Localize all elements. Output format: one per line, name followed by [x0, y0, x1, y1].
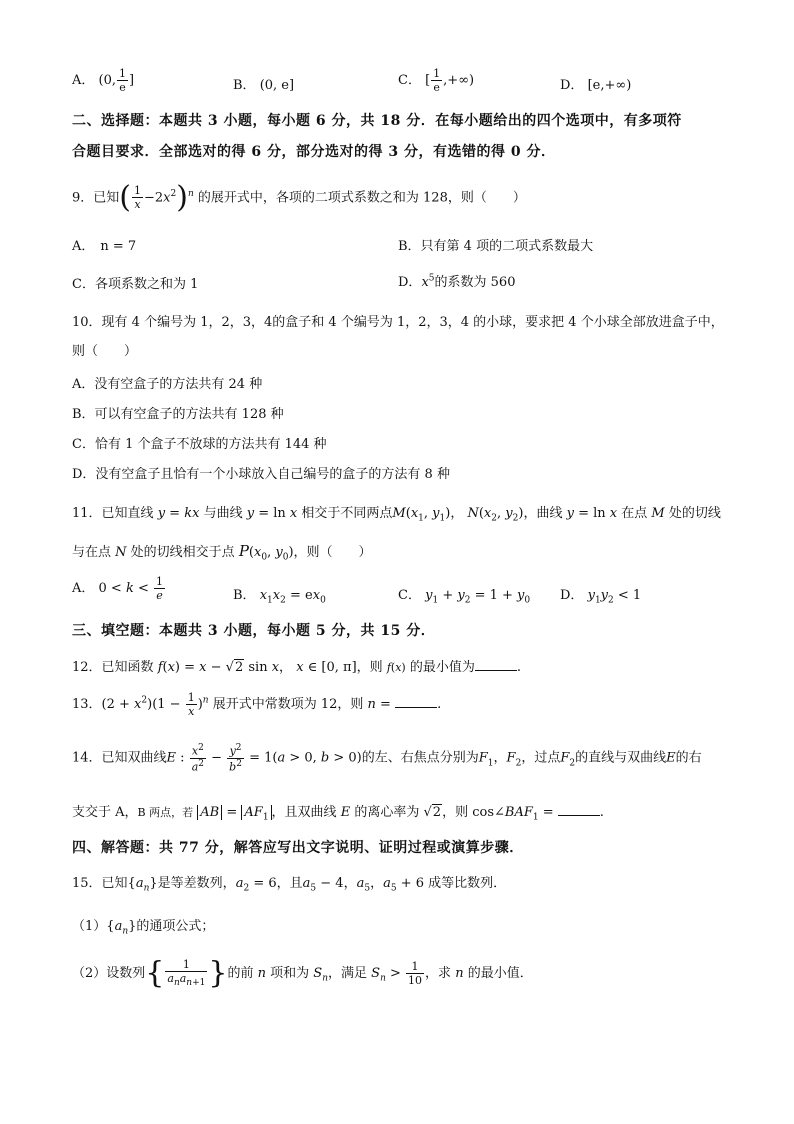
q10-option-d: D．没有空盒子且恰有一个小球放入自己编号的盒子的方法有 8 种 — [72, 467, 450, 482]
answer-blank[interactable] — [395, 695, 437, 708]
text: 支交于 A， — [72, 805, 138, 820]
text: 在点 — [621, 506, 648, 521]
text: 的直线与双曲线 — [575, 750, 667, 766]
text: 的最小值． — [467, 966, 533, 981]
option-label: B． — [233, 588, 256, 603]
text: 处的切线相交于点 — [130, 545, 235, 560]
text: 成等比数列． — [428, 876, 507, 891]
text: 相交于不同两点 — [301, 506, 393, 521]
option-b-prev: B． (0, e] — [233, 78, 295, 93]
text: 的前 — [227, 966, 254, 981]
q11-option-c: C． $y_1 + y_2 = 1 + y_0$ — [398, 588, 531, 606]
text: 项和为 — [270, 966, 310, 981]
option-label: A． — [72, 239, 95, 254]
text: ，过点 — [521, 750, 561, 766]
section3-header: 三、填空题：本题共 3 小题，每小题 5 分，共 15 分． — [72, 623, 436, 639]
fraction: $\frac{1}{e}$ — [119, 67, 126, 94]
option-c-prev: C． [ $\frac{1}{e}$ ,+∞) — [398, 67, 475, 94]
q9-prefix: 9．已知 — [72, 190, 120, 206]
text: ，且双曲线 — [271, 805, 337, 820]
text: 是等差数列， — [157, 876, 236, 891]
text: 的左、右焦点分别为 — [361, 750, 479, 766]
question-12: 12．已知函数 f(x) = x − √2 sin x， x ∈ [0, π]，则 f(x) 的最小值为 . — [72, 660, 522, 675]
text: ，则（ ） — [293, 545, 372, 560]
text: ，则 — [442, 805, 469, 820]
text: 15．已知 — [72, 876, 128, 891]
option-label: D． — [398, 275, 422, 290]
text: 11．已知直线 — [72, 506, 154, 521]
q15-sub1: $(1)\{a_n\}$的通项公式； — [72, 919, 215, 937]
text: 12．已知函数 — [72, 660, 154, 675]
text: 14．已知双曲线 — [72, 750, 167, 766]
q10-option-a: A．没有空盒子的方法共有 24 种 — [72, 377, 263, 392]
text: 展开式中常数项为 12，则 — [212, 697, 364, 712]
option-label: C． — [398, 588, 421, 603]
text: ，求 — [425, 966, 452, 981]
text: （1） — [72, 919, 107, 934]
q15-sub2: （2）设数列{ $\frac{1}{a_na_{n+1}}$ }的前 n 项和为 $S_n$，满足 $S_n$ > $\frac{1}{10}$ ，求 n 的最小值． — [72, 955, 533, 991]
option-label: A． — [72, 73, 95, 88]
option-label: D． — [560, 78, 584, 93]
text: ， — [279, 660, 293, 675]
q10-option-b: B．可以有空盒子的方法共有 128 种 — [72, 407, 284, 422]
q15-line1: 15．已知$\{a_n\}$是等差数列，$a_2 = 6$，且$a_5 - 4$，$a_5$，$a_5 + 6$ 成等比数列． — [72, 876, 507, 894]
section2-header-line1: 二、选择题：本题共 3 小题，每小题 6 分，共 18 分．在每小题给出的四个选项中，有多项符 — [72, 113, 682, 129]
q9-text: 的展开式中，各项的二项式系数之和为 128，则（ ） — [197, 190, 526, 206]
text: 的离心率为 — [354, 805, 420, 820]
q11-option-d: D． $y_1y_2 < 1$ — [560, 588, 642, 606]
section2-header-line2: 合题目要求．全部选对的得 6 分，部分选对的得 3 分，有选错的得 0 分． — [72, 144, 556, 160]
q14-line2: 支交于 A，B 两点，若 AB = $AF_1$ ，且双曲线 E 的离心率为 √2，则 $\cos\angle BAF_1$ = . — [72, 805, 604, 823]
option-label: A． — [72, 581, 95, 596]
option-label: C． — [398, 73, 421, 88]
q11-option-a: A． 0 < k < $\frac{1}{e}$ — [72, 575, 164, 602]
text: 与在点 — [72, 545, 112, 560]
text: ，曲线 — [523, 506, 563, 521]
q9-option-a — [72, 235, 136, 254]
q10-line2: 则（ ） — [72, 344, 138, 359]
q10-option-c: C．恰有 1 个盒子不放球的方法共有 144 种 — [72, 437, 327, 452]
option-label: D． — [560, 588, 584, 603]
q9-option-c: C．各项系数之和为 1 — [72, 277, 199, 292]
option-a-prev: A． (0, $\frac{1}{e}$ ] — [72, 67, 135, 94]
section4-header: 四、解答题：共 77 分，解答应写出文字说明、证明过程或演算步骤． — [72, 840, 524, 856]
option-text: 的系数为 560 — [434, 275, 516, 290]
text: ，则 — [356, 660, 383, 675]
option-label: B． — [233, 78, 256, 93]
text: ，满足 — [328, 966, 368, 981]
q9-option-b: B．只有第 4 项的二项式系数最大 — [398, 239, 594, 254]
answer-blank[interactable] — [475, 658, 517, 671]
text: 与曲线 — [203, 506, 243, 521]
q9-option-d: D．$x^5$的系数为 560 — [398, 273, 516, 290]
text: ，且 — [276, 876, 303, 891]
text: 的最小值为 — [409, 660, 475, 675]
text: （2）设数列 — [72, 966, 146, 981]
fraction: $\frac{1}{e}$ — [433, 67, 441, 94]
answer-blank[interactable] — [558, 803, 600, 816]
text: 处的切线 — [668, 506, 721, 521]
q10-line1: 10．现有 4 个编号为 1，2，3，4的盒子和 4 个编号为 1，2，3，4 的小球，要求把 4 个小球全部放进盒子中， — [72, 315, 724, 330]
text: B 两点，若 — [137, 806, 194, 819]
q14-line1: 14．已知双曲线E : $\frac{x^2}{a^2}$ − $\frac{y^2}{b^2}$ = 1(a > 0, b > 0)的左、右焦点分别为$F_1$，$F_2$，过点$F_2$的直线与双曲线E的右 — [72, 743, 702, 774]
question-13: 13．$(2 + x^2)(1$ − $\frac{1}{x}$ )$^n$ 展开式中常数项为 12，则 n = . — [72, 691, 442, 718]
text: 的右 — [675, 750, 702, 766]
text: 13． — [72, 697, 102, 712]
option-d-prev: D． [e,+∞) — [560, 78, 632, 93]
q11-option-b: B． $x_1x_2 = ex_0$ — [233, 588, 326, 606]
question-9: 9．已知( $\frac{1}{x}$ $-2x^2)^n$ 的展开式中，各项的二项式系数之和为 128，则（ ） — [72, 179, 526, 215]
q11-line1: 11．已知直线 y = kx 与曲线 y = ln x 相交于不同两点$M(x_1$, $y_1$)， $N(x_2$, $y_2$)，曲线 y = ln x 在点 M 处的切线 — [72, 506, 721, 524]
text: 的通项公式； — [136, 919, 215, 934]
q11-line2: 与在点 N 处的切线相交于点 $P(x_0$, $y_0$)，则（ ） — [72, 542, 372, 563]
math: n = 7 — [100, 239, 137, 254]
